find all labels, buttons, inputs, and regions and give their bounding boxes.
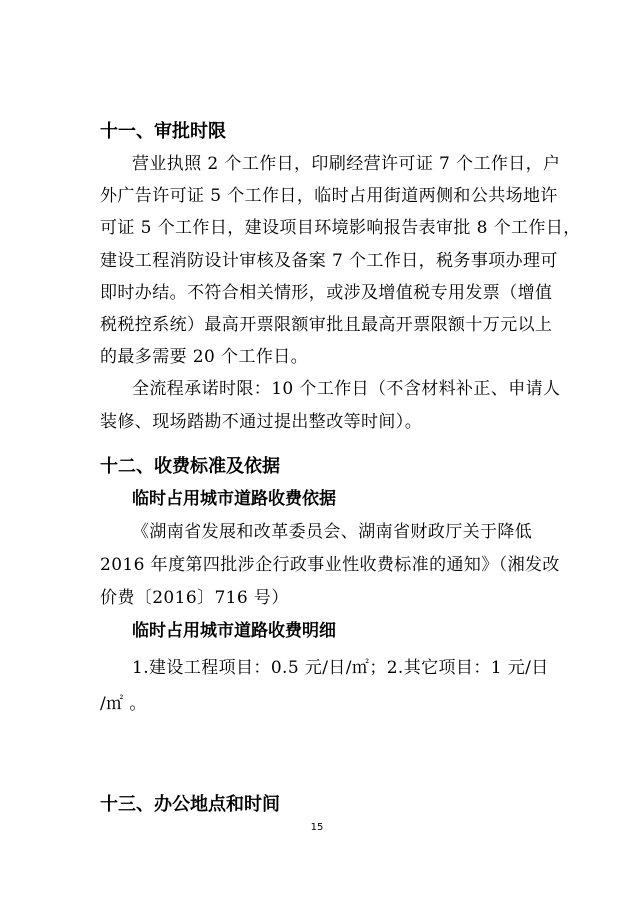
subheading: 临时占用城市道路收费明细 (132, 621, 336, 641)
body-line: 营业执照 2 个工作日，印刷经营许可证 7 个工作日，户 (132, 154, 561, 174)
body-line: 价费〔2016〕716 号） (100, 588, 289, 608)
body-line: 装修、现场踏勘不通过提出整改等时间）。 (100, 412, 423, 432)
section-heading: 十二、收费标准及依据 (100, 456, 280, 477)
body-line: 建设工程消防设计审核及备案 7 个工作日，税务事项办理可 (100, 251, 558, 271)
body-line: 税税控系统）最高开票限额审批且最高开票限额十万元以上 (100, 315, 553, 335)
section-heading: 十一、审批时限 (100, 121, 226, 142)
body-line: 全流程承诺时限：10 个工作日（不含材料补正、申请人 (132, 379, 561, 399)
body-line: 2016 年度第四批涉企行政事业性收费标准的通知》（湘发改 (100, 555, 560, 575)
page-number: 15 (310, 822, 324, 833)
body-line: 《湖南省发展和改革委员会、湖南省财政厅关于降低 (132, 522, 533, 542)
body-line: 1.建设工程项目：0.5 元/日/㎡；2.其它项目：1 元/日 (132, 658, 549, 678)
body-line: 即时办结。不符合相关情形，或涉及增值税专用发票（增值 (100, 283, 553, 303)
body-line: /㎡ 。 (100, 694, 147, 714)
section-heading: 十三、办公地点和时间 (100, 794, 280, 815)
subheading: 临时占用城市道路收费依据 (132, 489, 336, 509)
body-line: 外广告许可证 5 个工作日，临时占用街道两侧和公共场地许 (100, 186, 558, 206)
body-line: 可证 5 个工作日，建设项目环境影响报告表审批 8 个工作日， (100, 218, 581, 238)
body-line: 的最多需要 20 个工作日。 (100, 347, 309, 367)
